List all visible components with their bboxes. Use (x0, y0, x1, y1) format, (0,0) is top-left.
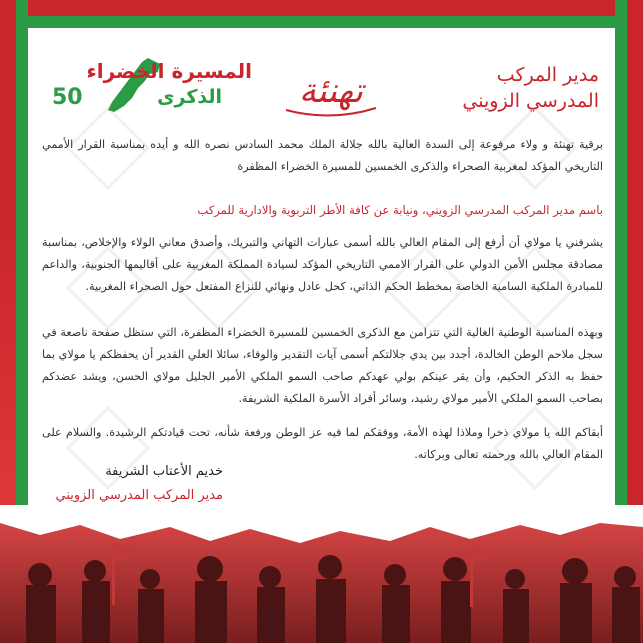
frame-right-green (615, 0, 627, 540)
director-title-line2: المدرسي الزويني (462, 90, 599, 112)
frame-left-red (0, 0, 16, 540)
paragraph-closing: أبقاكم الله يا مولاي ذخرا وملاذا لهذه الأمة، ووفقكم لما فيه عز الوطن ورفعة شأنه، تحت قيادتكم الرشيدة. والسلام على المقام العالي بالله ورحمته تعالى وبركاته. (42, 426, 603, 461)
signature-line1: خديم الأعتاب الشريفة (105, 464, 223, 479)
paragraph-anniversary: وبهذه المناسبة الوطنية الغالية التي تتزامن مع الذكرى الخمسين للمسيرة الخضراء المظفرة، التي ستظل صفحة ناصعة في سجل ملاحم الوطن الخالدة، أجدد بين يدي جلالتكم أسمى آيات التقدير والوفاء، سائلا العلي القدير أن يحفظكم يا مولاي بما حفظ به الذكر الحكيم، وأن يقر عينكم بولي عهدكم صاحب السمو الملكي الأمير الجليل مولاي الحسن، ويشد عضدكم بصاحب السمو الملكي الأمير مولاي رشيد، وسائر أفراد الأسرة الملكية الشريفة. (42, 326, 603, 405)
paragraph-subhead: باسم مدير المركب المدرسي الزويني، ونيابة عن كافة الأطر التربوية والادارية للمركب (197, 203, 603, 217)
march-title: المسيرة الخضراء (86, 59, 252, 83)
green-march-photo (0, 505, 643, 643)
director-title-line1: مدير المركب (496, 64, 599, 86)
paragraph-intro: برقية تهنئة و ولاء مرفوعة إلى السدة العالية بالله جلالة الملك محمد السادس نصره الله و أيده بمناسبة القرار الأممي التاريخي المؤكد لمغربية الصحراء والذكرى الخمسين للمسيرة الخضراء المظفرة (42, 138, 603, 173)
green-march-logo (52, 60, 252, 120)
frame-left-green (16, 0, 28, 540)
frame-top-green (16, 16, 627, 28)
director-title (462, 62, 599, 114)
paragraph-congrats: يشرفني يا مولاي أن أرفع إلى المقام العالي بالله أسمى عبارات التهاني والتبريك، وأصدق معاني الولاء والإخلاص، بمناسبة مصادقة مجلس الأمن الدولي على القرار الاممي التاريخي المؤكد لسيادة المملكة المغربية على أقاليمها الجنوبية، والداعم للمبادرة الملكية السامية الخاصة بمخطط الحكم الذاتي، كحل عادل ونهائي للنزاع المفتعل حول الصحراء المغربية. (42, 236, 603, 293)
frame-top-red (0, 0, 643, 16)
congrats-text: تهنئة (299, 71, 363, 111)
signature-line2: مدير المركب المدرسي الزويني (55, 488, 223, 503)
congratulations-calligraphy (276, 60, 386, 120)
frame-right-red (627, 0, 643, 540)
march-number: 50 (52, 85, 83, 110)
march-anniversary: الذكرى (157, 86, 222, 108)
